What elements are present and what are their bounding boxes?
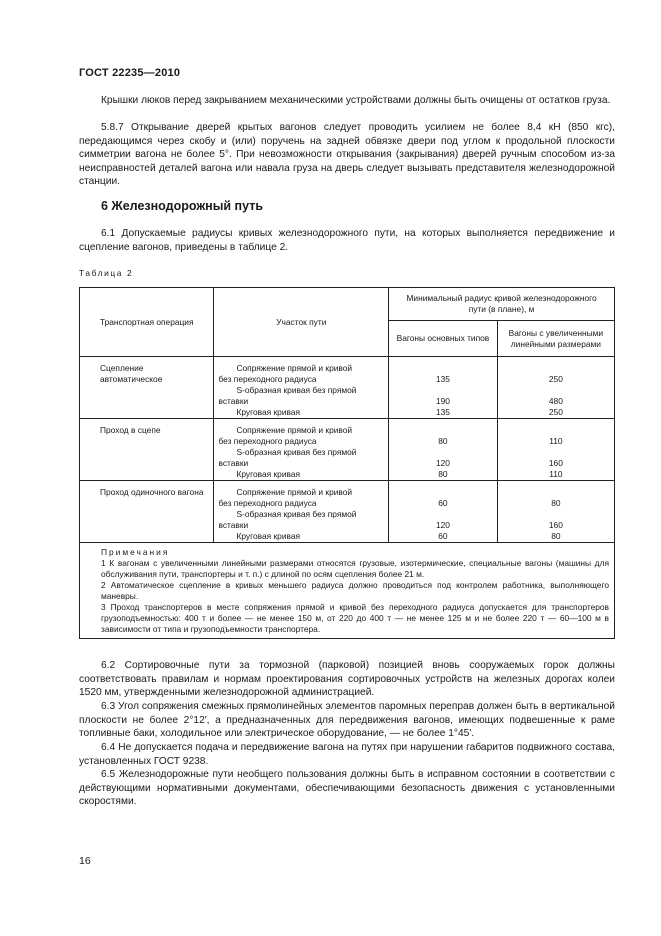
segment-line: S-образная кривая без прямой	[236, 447, 357, 457]
table-row	[80, 481, 615, 543]
value: 80	[438, 436, 448, 446]
standard-values-cell	[389, 481, 498, 543]
value: 110	[549, 469, 563, 479]
paragraph-5-8-7	[79, 121, 615, 189]
value: 120	[435, 458, 450, 468]
segment-line: вставки	[218, 396, 249, 406]
operation-cell: Проход одиночного вагона	[80, 481, 214, 543]
table-row	[80, 357, 615, 419]
paragraph-hatch-covers	[79, 94, 615, 108]
segment-line: Сопряжение прямой и кривой	[236, 363, 353, 373]
paragraph-text: 6.1 Допускаемые радиусы кривых железнодорожного пути, на которых выполняется передвижение и сцепление вагонов, приведены в таблице 2.	[79, 228, 615, 253]
large-values-cell	[497, 481, 614, 543]
large-values-cell	[497, 357, 614, 419]
value: 60	[438, 498, 448, 508]
value: 80	[551, 498, 561, 508]
standard-values-cell	[389, 419, 498, 481]
notes-heading: Примечания	[101, 547, 170, 557]
operation-cell: Проход в сцепе	[80, 419, 214, 481]
segment-line: вставки	[218, 458, 249, 468]
standard-values-cell	[389, 357, 498, 419]
value: 190	[435, 396, 450, 406]
segment-line: без переходного радиуса	[218, 374, 317, 384]
header-operation: Транспортная операция	[80, 288, 214, 357]
segment-line: S-образная кривая без прямой	[236, 509, 357, 519]
paragraph-6-4	[79, 741, 615, 768]
value: 160	[548, 458, 563, 468]
table-row	[80, 419, 615, 481]
segment-line: Круговая кривая	[236, 469, 301, 479]
segment-line: без переходного радиуса	[218, 498, 317, 508]
paragraph-text: 6.2 Сортировочные пути за тормозной (парковой) позицией вновь сооружаемых горок должны соответствовать правилам и нормам проектирования сортировочных устройств на железных дорогах колеи 1520 мм, утвержденными железнодорожной администрацией.	[79, 660, 615, 699]
value: 135	[435, 407, 450, 417]
segment-cell	[214, 481, 389, 543]
large-values-cell	[497, 419, 614, 481]
segment-cell	[214, 419, 389, 481]
value: 120	[435, 520, 450, 530]
segment-line: Круговая кривая	[236, 407, 301, 417]
paragraph-text: 6.5 Железнодорожные пути необщего пользования должны быть в исправном состоянии в соответствии с действующими нормативными документами, обеспечивающими безопасность движения с установленными скоростями.	[79, 769, 615, 808]
paragraph-text: 6.4 Не допускается подача и передвижение вагона на путях при нарушении габаритов подвижного состава, установленных ГОСТ 9238.	[79, 742, 615, 767]
header-segment: Участок пути	[214, 288, 389, 357]
value: 80	[551, 531, 561, 541]
page-number: 16	[79, 855, 91, 867]
notes-row	[80, 543, 615, 639]
value: 160	[548, 520, 563, 530]
notes-cell	[80, 543, 615, 639]
section-title: 6 Железнодорожный путь	[101, 199, 264, 213]
table-caption: Таблица 2	[79, 268, 134, 278]
header-min-radius: Минимальный радиус кривой железнодорожного пути (в плане), м	[389, 288, 615, 321]
note-3: 3 Проход транспортеров в месте сопряжения прямой и кривой без переходного радиуса допускается для транспортеров грузоподъемностью: 400 т и более — не менее 150 м, от 220 до 400 т — не менее 125 м и не более 220 т — 60—100 м в зависимости от типа и грузоподъемности транспортера.	[101, 602, 609, 634]
value: 80	[438, 469, 448, 479]
value: 250	[548, 407, 563, 417]
paragraph-6-5	[79, 768, 615, 809]
paragraph-text: Крышки люков перед закрыванием механическими устройствами должны быть очищены от остатков груза.	[101, 95, 611, 106]
paragraph-6-2	[79, 659, 615, 700]
paragraph-6-1	[79, 227, 615, 254]
segment-line: S-образная кривая без прямой	[236, 385, 357, 395]
segment-line: вставки	[218, 520, 249, 530]
note-1: 1 К вагонам с увеличенными линейными размерами относятся грузовые, изотермические, специальные вагоны (машины для обслуживания пути, транспортеры и т. п.) с длиной по осям сцепления более 21 м.	[101, 558, 609, 579]
paragraph-6-3	[79, 700, 615, 741]
segment-line: Круговая кривая	[236, 531, 301, 541]
header-large-wagons: Вагоны с увеличенными линейными размерами	[497, 321, 614, 357]
value: 480	[548, 396, 563, 406]
value: 110	[549, 436, 563, 446]
segment-line: Сопряжение прямой и кривой	[236, 487, 353, 497]
note-2: 2 Автоматическое сцепление в кривых меньшего радиуса должно проводиться под контролем работника, выполняющего маневры.	[101, 580, 609, 601]
document-header: ГОСТ 22235—2010	[79, 67, 181, 79]
value: 135	[435, 374, 450, 384]
segment-cell	[214, 357, 389, 419]
paragraph-text: 5.8.7 Открывание дверей крытых вагонов следует проводить усилием не более 8,4 кН (850 кгс), передающимся через скобу и (или) поручень на задней обвязке двери под углом к продольной плоскости симметрии вагона не более 5°. При невозможности открывания (закрывания) дверей ручным способом из-за неисправностей деталей вагона или навала груза на дверь следует вызывать представителя железнодорожной станции.	[79, 122, 615, 188]
value: 60	[438, 531, 448, 541]
paragraph-text: 6.3 Угол сопряжения смежных прямолинейных элементов паромных переправ должен быть в вертикальной плоскости не более 2°12', а предназначенных для передвижения вагонов, имеющих подвешенные к раме топливные баки, холодильное или электрическое оборудование, — не более 1°45'.	[79, 701, 615, 740]
header-standard-wagons: Вагоны основных типов	[389, 321, 498, 357]
segment-line: без переходного радиуса	[218, 436, 317, 446]
operation-cell: Сцепление автоматическое	[80, 357, 214, 419]
radius-table	[79, 287, 615, 639]
value: 250	[548, 374, 563, 384]
segment-line: Сопряжение прямой и кривой	[236, 425, 353, 435]
